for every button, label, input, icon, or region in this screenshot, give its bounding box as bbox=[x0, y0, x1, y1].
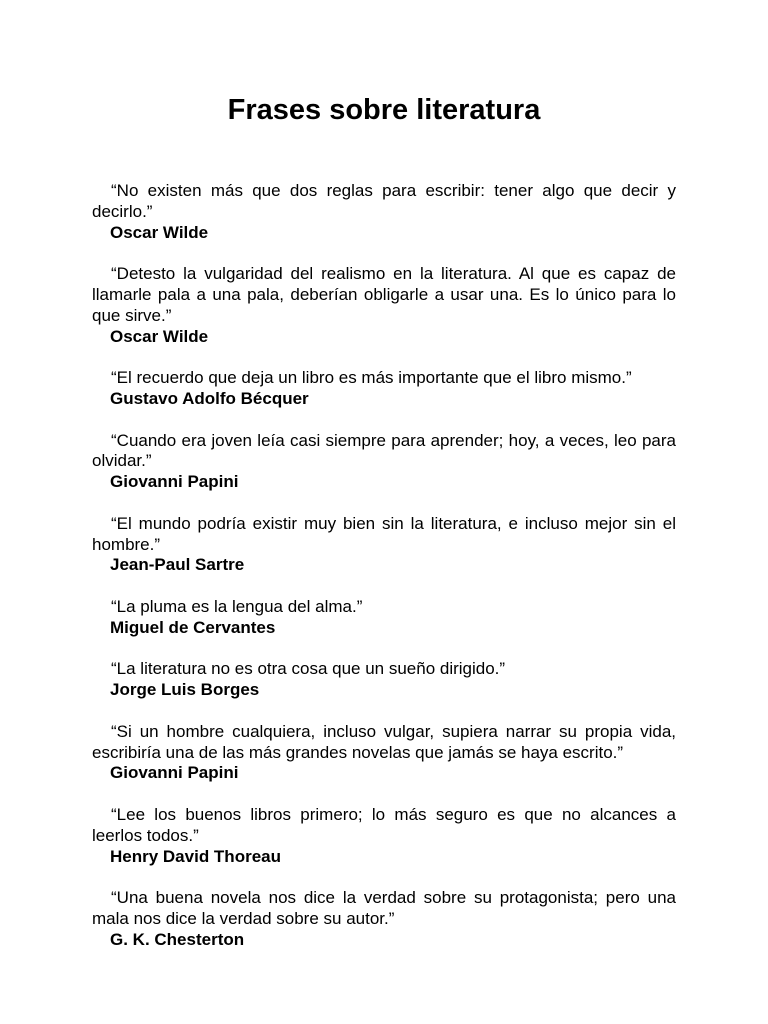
quote-text: “La literatura no es otra cosa que un sueño dirigido.” bbox=[111, 659, 506, 679]
quote-block bbox=[92, 722, 676, 784]
blank-line bbox=[92, 867, 676, 888]
quote-block bbox=[92, 514, 676, 576]
quote-text: “Si un hombre cualquiera, incluso vulgar, supiera narrar su propia vida, escribiría una de las más grandes novelas que jamás se haya escrito.” bbox=[92, 721, 676, 762]
quote-author: Giovanni Papini bbox=[110, 472, 239, 492]
blank-line bbox=[92, 243, 676, 264]
quote-block bbox=[92, 264, 676, 347]
blank-line bbox=[92, 701, 676, 722]
quote-author: Gustavo Adolfo Bécquer bbox=[110, 388, 309, 408]
quote-text: “Detesto la vulgaridad del realismo en la literatura. Al que es capaz de llamarle pala a una pala, deberían obligarle a usar una. Es lo único para lo que sirve.” bbox=[92, 264, 676, 325]
quote-author: Giovanni Papini bbox=[110, 763, 239, 783]
quote-author: Oscar Wilde bbox=[110, 222, 209, 242]
quote-text: “Una buena novela nos dice la verdad sobre su protagonista; pero una mala nos dice la verdad sobre su autor.” bbox=[92, 888, 676, 928]
quote-text: “Lee los buenos libros primero; lo más seguro es que no alcances a leerlos todos.” bbox=[92, 804, 676, 845]
quote-text: “No existen más que dos reglas para escribir: tener algo que decir y decirlo.” bbox=[92, 181, 676, 221]
quote-author: Henry David Thoreau bbox=[110, 846, 281, 866]
blank-line bbox=[92, 576, 676, 597]
quote-list bbox=[92, 181, 676, 950]
quote-block bbox=[92, 181, 676, 243]
quote-author: Oscar Wilde bbox=[110, 326, 209, 346]
quote-text: “El recuerdo que deja un libro es más importante que el libro mismo.” bbox=[111, 368, 632, 388]
quote-author: G. K. Chesterton bbox=[110, 929, 245, 949]
blank-line bbox=[92, 493, 676, 514]
blank-line bbox=[92, 639, 676, 660]
blank-line bbox=[92, 410, 676, 431]
blank-line bbox=[92, 347, 676, 368]
page-title: Frases sobre literatura bbox=[227, 94, 541, 126]
quote-block bbox=[92, 659, 676, 701]
quote-block bbox=[92, 431, 676, 493]
quote-text: “Cuando era joven leía casi siempre para aprender; hoy, a veces, leo para olvidar.” bbox=[92, 430, 676, 471]
quote-text: “El mundo podría existir muy bien sin la literatura, e incluso mejor sin el hombre.” bbox=[92, 513, 676, 554]
quote-author: Jean-Paul Sartre bbox=[110, 555, 245, 575]
quote-text: “La pluma es la lengua del alma.” bbox=[111, 596, 363, 616]
blank-line bbox=[92, 784, 676, 805]
quote-author: Jorge Luis Borges bbox=[110, 680, 260, 700]
quote-block bbox=[92, 888, 676, 950]
quote-author: Miguel de Cervantes bbox=[110, 617, 276, 637]
quote-block bbox=[92, 805, 676, 867]
quote-block bbox=[92, 597, 676, 639]
quote-block bbox=[92, 368, 676, 410]
